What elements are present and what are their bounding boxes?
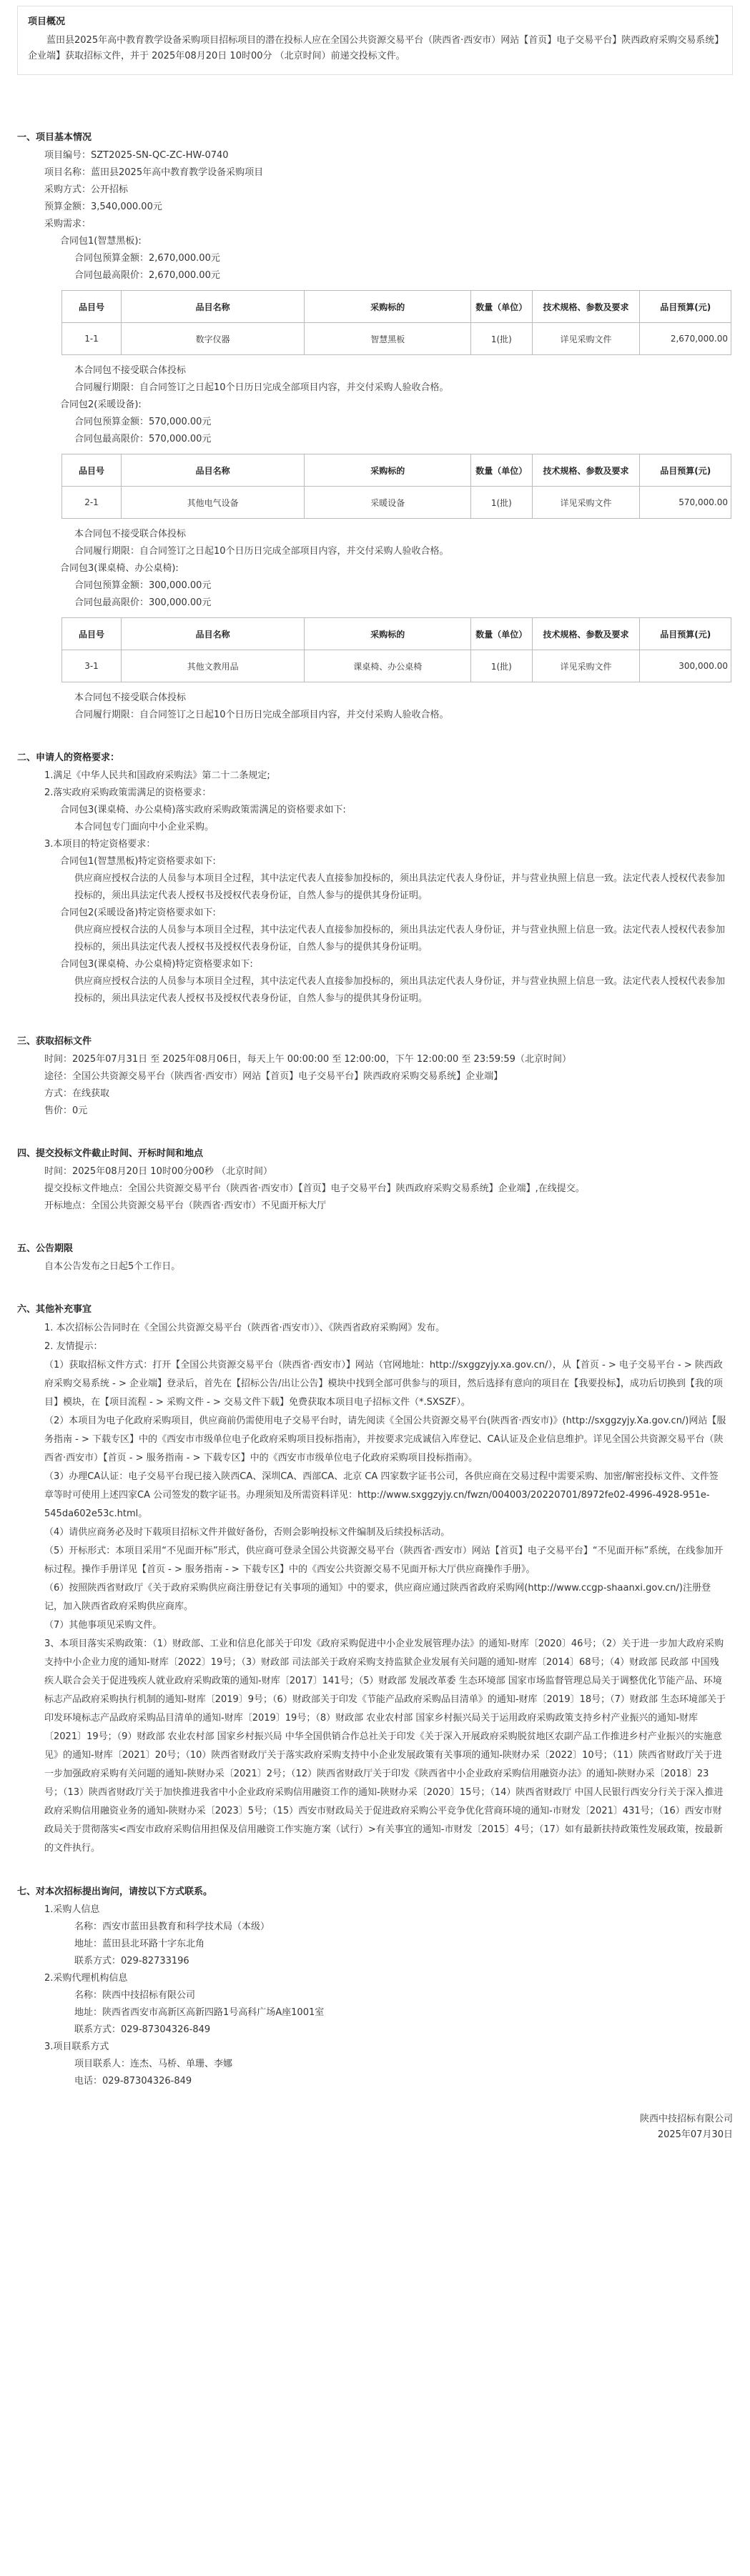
cell-spec: 详见采购文件 [532,650,640,682]
section-basic-info [17,125,733,724]
col-item-no: 品目号 [62,291,122,323]
contact-name: 名称：西安市蓝田县教育和科学技术局（本级） [74,1921,270,1932]
contact-heading: 3.项目联系方式 [44,2042,109,2052]
obtain-mode: 方式：在线获取 [44,1088,110,1099]
col-subject: 采购标的 [305,291,471,323]
section-title: 七、对本次招标提出询问，请按以下方式联系。 [17,1886,213,1897]
table-row [62,487,731,519]
cell-budget: 570,000.00 [640,487,731,519]
qualification-line: 2.落实政府采购政策需满足的资格要求： [44,787,212,798]
lot-budget: 合同包预算金额：570,000.00元 [74,417,212,427]
section-qualifications [17,745,733,1008]
lot-consortium: 本合同包不接受联合体投标 [74,365,187,376]
section-title: 五、公告期限 [17,1243,74,1254]
col-spec: 技术规格、参数及要求 [532,291,640,323]
col-item-no: 品目号 [62,454,122,487]
lot-consortium: 本合同包不接受联合体投标 [74,529,187,539]
signature-date: 2025年07月30日 [657,2129,733,2140]
matter-paragraph: （7）其他事项见采购文件。 [44,1620,162,1631]
cell-subject: 智慧黑板 [305,323,471,355]
overview-text: 蓝田县2025年高中教育教学设备采购项目招标项目的潜在投标人应在全国公共资源交易平台（陕西省·西安市）网站【首页】电子交易平台】陕西政府采购交易系统】企业端】获取招标文件，并于 2025年08月20日 10时00分 （北京时间）前递交投标文件。 [28,35,719,61]
col-budget: 品目预算(元) [640,454,731,487]
col-spec: 技术规格、参数及要求 [532,454,640,487]
lot-max-price: 合同包最高限价：2,670,000.00元 [74,270,220,281]
period-text: 自本公告发布之日起5个工作日。 [44,1261,181,1272]
table-row [62,323,731,355]
lot-name: 合同包3(课桌椅、办公桌椅): [60,563,179,574]
cell-item-no: 1-1 [62,323,122,355]
cell-item-name: 数字仪器 [122,323,305,355]
cell-qty: 1(批) [471,650,532,682]
lot-qualification-heading: 合同包1(智慧黑板)特定资格要求如下: [60,856,216,867]
policy-paragraph: 3、本项目落实采购政策：（1）财政部、工业和信息化部关于印发《政府采购促进中小企业发展管理办法》的通知-财库〔2020〕46号；（2）关于进一步加大政府采购支持中小企业力度的通知-财库〔2022〕19号；（3）财政部 司法部关于政府采购支持监狱企业发展有关问题的通知-财库〔2014〕68号；（4）财政部 民政部 中国残疾人联合会关于促进残疾人就业政府采购政策的通知-财库〔2017〕141号；（5）财政部 发展改革委 生态环境部 国家市场监督管理总局关于调整优化节能产品、环境标志产品政府采购执行机制的通知-财库〔2019〕9号；（6）财政部关于印发《节能产品政府采购品目清单》的通知-财库〔2019〕18号；（7）财政部 生态环境部关于印发环境标志产品政府采购品目清单的通知-财库〔2019〕19号；（8）财政部 农业农村部 国家乡村振兴局关于运用政府采购政策支持乡村产业振兴的通知-财库〔2021〕19号；（9）财政部 农业农村部 国家乡村振兴局 中华全国供销合作总社关于印发《关于深入开展政府采购脱贫地区农副产品工作推进乡村产业振兴的实施意见》的通知-财库〔2021〕20号；（10）陕西省财政厅关于落实政府采购支持中小企业发展政策有关事项的通知-陕财办采〔2022〕10号；（11）陕西省财政厅关于进一步加强政府采购有关问题的通知-陕财办采〔2021〕2号；（12）陕西省财政厅关于印发《陕西省中小企业政府采购信用融资办法》的通知-陕财办采〔2018〕23号；（13）陕西省财政厅关于加快推进我省中小企业政府采购信用融资工作的通知-陕财办采〔2020〕15号；（14）陕西省财政厅 中国人民银行西安分行关于深入推进政府采购信用融资业务的通知-陕财办采〔2023〕5号；（15）西安市财政局关于促进政府采购公平竞争优化营商环境的通知-市财发〔2021〕431号；（16）西安市财政局关于贯彻落实<西安市政府采购信用担保及信用融资工作实施方案（试行）>有关事宜的通知-市财发〔2015〕4号；（17）如有最新扶持政策性发展政策，按最新的文件执行。 [44,1638,726,1854]
submission-place: 提交投标文件地点：全国公共资源交易平台（陕西省·西安市）【首页】电子交易平台】陕西政府采购交易系统】企业端】,在线提交。 [44,1183,585,1194]
qualification-line: 3.本项目的特定资格要求： [44,839,156,850]
col-item-name: 品目名称 [122,454,305,487]
cell-qty: 1(批) [471,323,532,355]
col-item-no: 品目号 [62,618,122,650]
lot-period: 合同履行期限：自合同签订之日起10个日历日完成全部项目内容，并交付采购人验收合格。 [74,546,449,557]
cell-item-name: 其他电气设备 [122,487,305,519]
budget-amount: 预算金额：3,540,000.00元 [44,202,162,212]
announcement-page [17,0,733,2143]
cell-budget: 300,000.00 [640,650,731,682]
cell-item-no: 3-1 [62,650,122,682]
contact-name: 名称：陕西中技招标有限公司 [74,1990,196,2001]
cell-budget: 2,670,000.00 [640,323,731,355]
matter-paragraph: （2）本项目为电子化政府采购项目，供应商前仍需使用电子交易平台时，请先阅读《全国公共资源交易平台(陕西省·西安市)》(http://sxggzyjy.Xa.gov.cn/)网站【服务指南 - > 下载专区】中的《西安市市级单位电子化政府采购项目投标指南》，并按要求完成诚信入库登记、CA认证及企业信息维护。详见全国公共资源交易平台（陕西省·西安市）【首页 - > 服务指南 - > 下载专区】中的《西安市市级单位电子化政府采购项目投标指南》。 [44,1416,726,1463]
section-title: 一、项目基本情况 [17,132,92,143]
lot-budget: 合同包预算金额：2,670,000.00元 [74,253,220,264]
qualification-line: 合同包3(课桌椅、办公桌椅)落实政府采购政策需满足的资格要求如下: [60,805,346,815]
matter-paragraph: （3）办理CA认证：电子交易平台现已接入陕西CA、深圳CA、西部CA、北京 CA 四家数字证书公司，各供应商在交易过程中需要采购、加密/解密投标文件、文件签章等时可使用上述四家CA 公司签发的数字证书。办理须知及所需资料详见：http://www.sxggzyjy.cn/fwzn/004003/20220701/8972fe02-4996-4928-951e-545da602e53c.html。 [44,1471,719,1519]
col-item-name: 品目名称 [122,618,305,650]
project-number: 项目编号：SZT2025-SN-QC-ZC-HW-0740 [44,150,229,161]
contact-heading: 2.采购代理机构信息 [44,1973,128,1984]
project-name: 项目名称：蓝田县2025年高中教育教学设备采购项目 [44,167,264,178]
signature-company: 陕西中技招标有限公司 [639,2114,733,2124]
contact-heading: 1.采购人信息 [44,1904,100,1915]
cell-subject: 采暖设备 [305,487,471,519]
lot-max-price: 合同包最高限价：300,000.00元 [74,597,212,608]
lot-qualification-text: 供应商应授权合法的人员参与本项目全过程，其中法定代表人直接参加投标的，须出具法定代表人身份证，并与营业执照上信息一致。法定代表人授权代表参加投标的，须出具法定代表人授权书及授权代表身份证，自然人参与的提供其身份证明。 [74,976,726,1004]
lot-name: 合同包2(采暖设备): [60,399,142,410]
lot-budget: 合同包预算金额：300,000.00元 [74,580,212,591]
obtain-way: 途径：全国公共资源交易平台（陕西省·西安市）网站【首页】电子交易平台】陕西政府采购交易系统】企业端】 [44,1071,503,1082]
contact-phone: 电话：029-87304326-849 [74,2076,192,2087]
cell-subject: 课桌椅、办公桌椅 [305,650,471,682]
signature-block [17,2112,733,2143]
col-qty: 数量（单位） [471,454,532,487]
col-qty: 数量（单位） [471,618,532,650]
lot-consortium: 本合同包不接受联合体投标 [74,692,187,703]
matter-paragraph: 2. 友情提示： [44,1341,103,1352]
col-subject: 采购标的 [305,454,471,487]
lot-name: 合同包1(智慧黑板): [60,236,142,247]
cell-spec: 详见采购文件 [532,323,640,355]
lot-items-table [61,454,731,519]
qualification-line: 1.满足《中华人民共和国政府采购法》第二十二条规定; [44,770,270,781]
section-title: 三、获取招标文件 [17,1036,92,1047]
qualification-line: 本合同包专门面向中小企业采购。 [74,822,214,832]
lot-items-table [61,290,731,355]
col-spec: 技术规格、参数及要求 [532,618,640,650]
opening-place: 开标地点：全国公共资源交易平台（陕西省·西安市）不见面开标大厅 [44,1200,327,1211]
matter-paragraph: 1. 本次招标公告同时在《全国公共资源交易平台（陕西省·西安市）》、《陕西省政府采购网》发布。 [44,1323,445,1333]
contact-person: 项目联系人：连杰、马桥、单珊、李娜 [74,2059,233,2069]
lot-qualification-heading: 合同包2(采暖设备)特定资格要求如下: [60,907,216,918]
obtain-time: 时间：2025年07月31日 至 2025年08月06日，每天上午 00:00:00 至 12:00:00，下午 12:00:00 至 23:59:59（北京时间） [44,1054,571,1065]
section-obtain-documents [17,1029,733,1120]
matter-paragraph: （5）开标形式：本项目采用“不见面开标”形式，供应商可登录全国公共资源交易平台（陕西省·西安市）网站【首页】电子交易平台】“不见面开标”系统，在线参加开标过程。操作手册详见【首页 - > 服务指南 - > 下载专区】中的《西安公共资源交易不见面开标大厅供应商操作手册》。 [44,1546,724,1575]
obtain-price: 售价：0元 [44,1105,88,1116]
cell-qty: 1(批) [471,487,532,519]
matter-paragraph: （4）请供应商务必及时下载项目招标文件并做好备份，否则会影响投标文件编制及后续投标活动。 [44,1527,450,1538]
col-item-name: 品目名称 [122,291,305,323]
lot-qualification-text: 供应商应授权合法的人员参与本项目全过程，其中法定代表人直接参加投标的，须出具法定代表人身份证，并与营业执照上信息一致。法定代表人授权代表参加投标的，须出具法定代表人授权书及授权代表身份证，自然人参与的提供其身份证明。 [74,873,726,901]
overview-title: 项目概况 [28,16,66,27]
cell-item-no: 2-1 [62,487,122,519]
section-title: 六、其他补充事宜 [17,1304,92,1315]
procurement-requirements: 采购需求： [44,219,92,229]
cell-spec: 详见采购文件 [532,487,640,519]
lot-period: 合同履行期限：自合同签订之日起10个日历日完成全部项目内容，并交付采购人验收合格。 [74,382,449,393]
section-title: 四、提交投标文件截止时间、开标时间和地点 [17,1148,204,1159]
lot-items-table [61,617,731,682]
contact-phone: 联系方式：029-82733196 [74,1956,189,1966]
section-other-matters [17,1297,733,1858]
cell-item-name: 其他文教用品 [122,650,305,682]
matter-paragraph: （6）按照陕西省财政厅《关于政府采购供应商注册登记有关事项的通知》中的要求，供应商应通过陕西省政府采购网(http://www.ccgp-shaanxi.gov.cn/)注册登记，加入陕西省政府采购供应商库。 [44,1583,711,1612]
contact-phone: 联系方式：029-87304326-849 [74,2024,211,2035]
procurement-method: 采购方式：公开招标 [44,184,129,195]
col-budget: 品目预算(元) [640,618,731,650]
col-qty: 数量（单位） [471,291,532,323]
contact-address: 地址：陕西省西安市高新区高新四路1号高科广场A座1001室 [74,2007,325,2018]
section-contacts [17,1879,733,2090]
deadline-time: 时间：2025年08月20日 10时00分00秒 （北京时间） [44,1166,273,1177]
col-budget: 品目预算(元) [640,291,731,323]
matter-paragraph: （1）获取招标文件方式：打开【全国公共资源交易平台（陕西省·西安市）】网站（官网地址：http://sxggzyjy.xa.gov.cn/），从【首页 - > 电子交易平台 - > 陕西政府采购交易系统 - > 企业端】登录后，首先在【招标公告/出让公告】模块中找到全部可供参与的项目，然后选择有意向的项目在【我要投标】，成功后切换到【我的项目】模块，在【项目流程 - > 采购文件 - > 交易文件下载】免费获取本项目电子招标文件（*.SXSZF）。 [44,1360,723,1408]
contact-address: 地址：蓝田县北环路十字东北角 [74,1939,205,1949]
lot-qualification-text: 供应商应授权合法的人员参与本项目全过程，其中法定代表人直接参加投标的，须出具法定代表人身份证，并与营业执照上信息一致。法定代表人授权代表参加投标的，须出具法定代表人授权书及授权代表身份证，自然人参与的提供其身份证明。 [74,925,726,953]
project-overview-box [17,6,733,75]
lot-qualification-heading: 合同包3(课桌椅、办公桌椅)特定资格要求如下: [60,959,253,970]
lot-max-price: 合同包最高限价：570,000.00元 [74,434,212,444]
section-title: 二、申请人的资格要求： [17,752,120,763]
lot-period: 合同履行期限：自合同签订之日起10个日历日完成全部项目内容，并交付采购人验收合格。 [74,710,449,720]
table-row [62,650,731,682]
section-announcement-period [17,1236,733,1275]
section-deadline [17,1141,733,1215]
col-subject: 采购标的 [305,618,471,650]
